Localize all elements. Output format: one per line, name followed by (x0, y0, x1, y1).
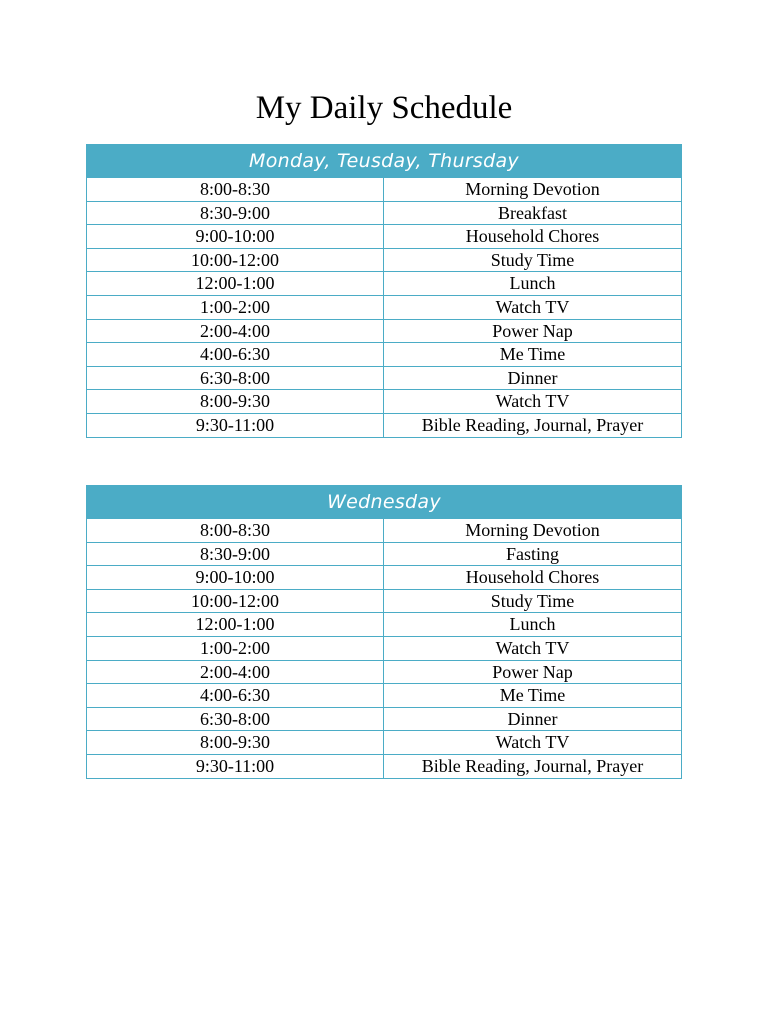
activity-cell: Watch TV (495, 296, 570, 317)
table-row (87, 225, 681, 249)
time-cell: 9:00-10:00 (87, 566, 384, 589)
activity-cell: Bible Reading, Journal, Prayer (421, 414, 644, 435)
schedule-rows (86, 178, 682, 438)
time-cell: 12:00-1:00 (87, 613, 384, 636)
activity-cell: Me Time (499, 685, 566, 706)
time-cell: 9:30-11:00 (87, 755, 384, 778)
table-row (87, 731, 681, 755)
table-row (87, 320, 681, 344)
time-cell: 10:00-12:00 (87, 249, 384, 272)
time-cell: 2:00-4:00 (87, 661, 384, 684)
activity-cell: Bible Reading, Journal, Prayer (421, 755, 644, 776)
activity-cell: Power Nap (492, 661, 573, 682)
table-row (87, 272, 681, 296)
table-row (87, 566, 681, 590)
time-cell: 12:00-1:00 (87, 272, 384, 295)
table-row (87, 613, 681, 637)
time-cell: 8:30-9:00 (87, 202, 384, 225)
activity-cell: Me Time (499, 344, 566, 365)
time-cell: 6:30-8:00 (87, 367, 384, 390)
time-cell: 9:30-11:00 (87, 414, 384, 437)
table-row (87, 202, 681, 226)
activity-cell: Watch TV (495, 391, 570, 412)
table-row (87, 414, 681, 438)
table-row (87, 755, 681, 779)
table-row (87, 637, 681, 661)
time-cell: 8:00-9:30 (87, 731, 384, 754)
table-row (87, 708, 681, 732)
activity-cell: Lunch (509, 614, 556, 635)
table-row (87, 590, 681, 614)
time-cell: 1:00-2:00 (87, 296, 384, 319)
activity-cell: Morning Devotion (465, 520, 600, 540)
activity-cell: Breakfast (498, 202, 567, 223)
table-row (87, 519, 681, 543)
table-row (87, 343, 681, 367)
time-cell: 8:00-8:30 (87, 519, 384, 542)
activity-cell: Morning Devotion (465, 179, 600, 199)
time-cell: 4:00-6:30 (87, 343, 384, 366)
activity-cell: Lunch (509, 273, 556, 294)
table-row (87, 390, 681, 414)
time-cell: 4:00-6:30 (87, 684, 384, 707)
time-cell: 6:30-8:00 (87, 708, 384, 731)
table-row (87, 684, 681, 708)
time-cell: 8:30-9:00 (87, 543, 384, 566)
time-cell: 9:00-10:00 (87, 225, 384, 248)
activity-cell: Household Chores (465, 567, 600, 588)
table-row (87, 178, 681, 202)
activity-cell: Dinner (507, 708, 558, 729)
table-row (87, 296, 681, 320)
time-cell: 1:00-2:00 (87, 637, 384, 660)
activity-cell: Power Nap (492, 320, 573, 341)
activity-cell: Dinner (507, 367, 558, 388)
schedule-header: Wednesday (86, 485, 682, 519)
activity-cell: Fasting (505, 543, 559, 564)
table-row (87, 661, 681, 685)
schedule-table-wednesday (86, 485, 682, 779)
time-cell: 2:00-4:00 (87, 320, 384, 343)
page-title: My Daily Schedule (255, 90, 513, 126)
schedule-rows (86, 519, 682, 779)
time-cell: 8:00-8:30 (87, 178, 384, 201)
schedule-header: Monday, Teusday, Thursday (86, 144, 682, 178)
activity-cell: Household Chores (465, 226, 600, 247)
table-row (87, 249, 681, 273)
table-row (87, 367, 681, 391)
activity-cell: Study Time (490, 590, 575, 611)
activity-cell: Watch TV (495, 732, 570, 753)
schedule-table-mon-tue-thu (86, 144, 682, 438)
time-cell: 8:00-9:30 (87, 390, 384, 413)
time-cell: 10:00-12:00 (87, 590, 384, 613)
table-row (87, 543, 681, 567)
activity-cell: Study Time (490, 249, 575, 270)
activity-cell: Watch TV (495, 637, 570, 658)
